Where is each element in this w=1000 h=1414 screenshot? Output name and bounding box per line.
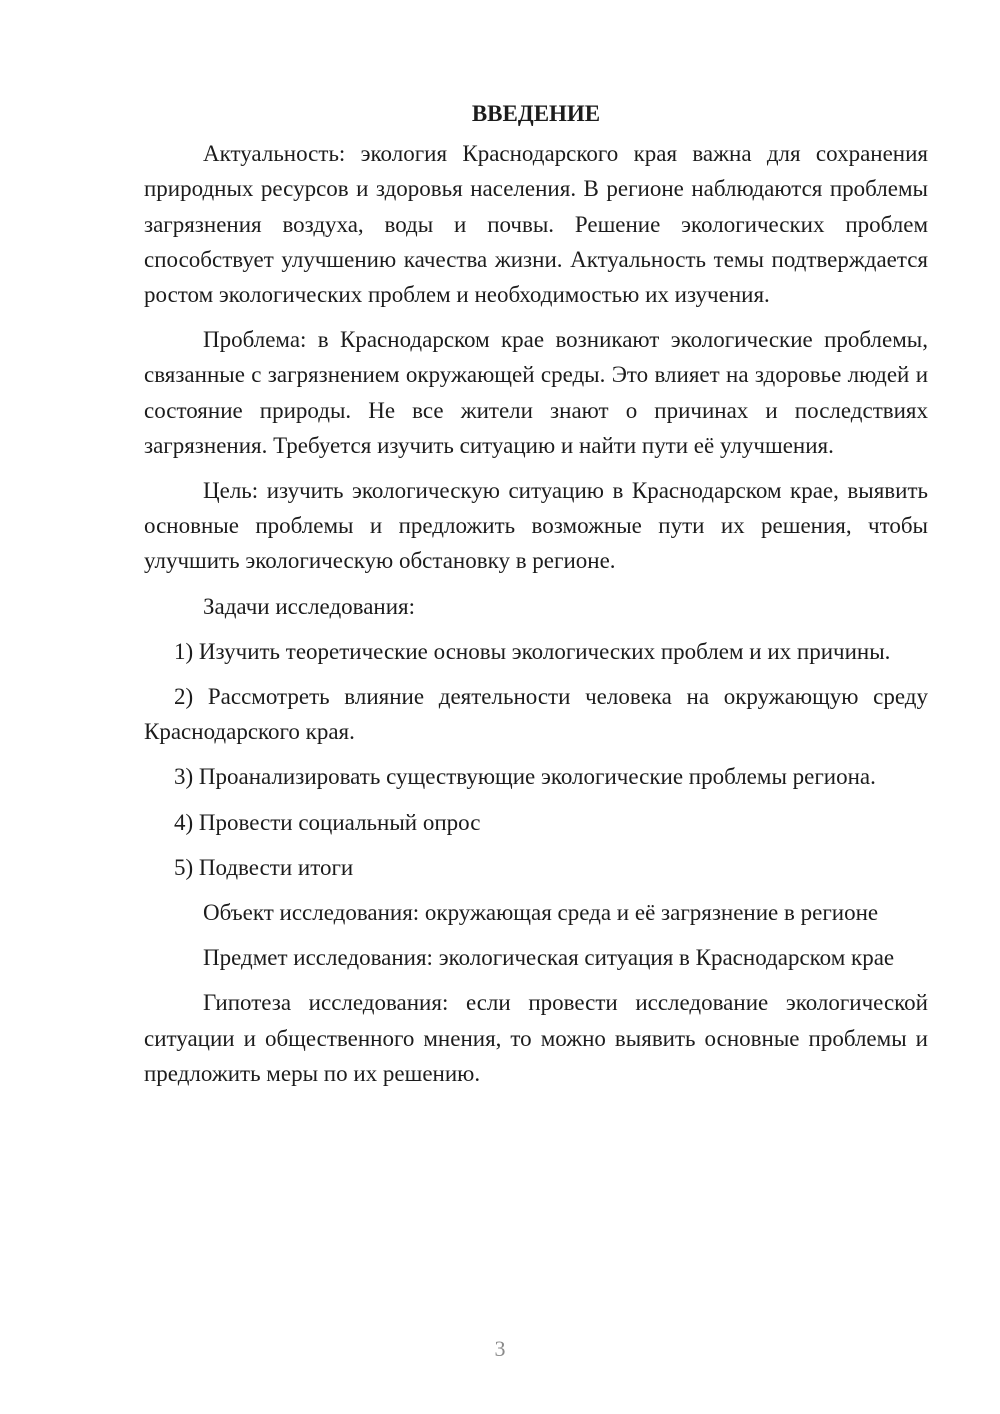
task-item: 1) Изучить теоретические основы экологических проблем и их причины. — [174, 638, 891, 664]
goal-paragraph: Цель: изучить экологическую ситуацию в Краснодарском крае, выявить основные проблемы и предложить возможные пути их решения, чтобы улучшить экологическую обстановку в регионе. — [144, 478, 928, 574]
task-item: 3) Проанализировать существующие экологические проблемы региона. — [174, 764, 876, 790]
task-item: 5) Подвести итоги — [174, 854, 354, 880]
problem-paragraph: Проблема: в Краснодарском крае возникают экологические проблемы, связанные с загрязнением окружающей среды. Это влияет на здоровье людей и состояние природы. Не все жители знают о причинах и последствиях загрязнения. Требуется изучить ситуацию и найти пути её улучшения. — [144, 327, 928, 458]
page-number: 3 — [494, 1336, 506, 1361]
section-title: ВВЕДЕНИЕ — [471, 101, 601, 126]
tasks-heading: Задачи исследования: — [203, 593, 416, 619]
research-subject: Предмет исследования: экологическая ситуация в Краснодарском крае — [203, 945, 895, 971]
research-object: Объект исследования: окружающая среда и её загрязнение в регионе — [203, 900, 879, 926]
task-item: 2) Рассмотреть влияние деятельности человека на окружающую среду Краснодарского края. — [144, 684, 928, 745]
task-item: 4) Провести социальный опрос — [174, 809, 481, 835]
research-hypothesis: Гипотеза исследования: если провести исследование экологической ситуации и общественного мнения, то можно выявить основные проблемы и предложить меры по их решению. — [144, 990, 928, 1086]
relevance-paragraph: Актуальность: экология Краснодарского края важна для сохранения природных ресурсов и здоровья населения. В регионе наблюдаются проблемы загрязнения воздуха, воды и почвы. Решение экологических проблем способствует улучшению качества жизни. Актуальность темы подтверждается ростом экологических проблем и необходимостью их изучения. — [144, 141, 928, 308]
